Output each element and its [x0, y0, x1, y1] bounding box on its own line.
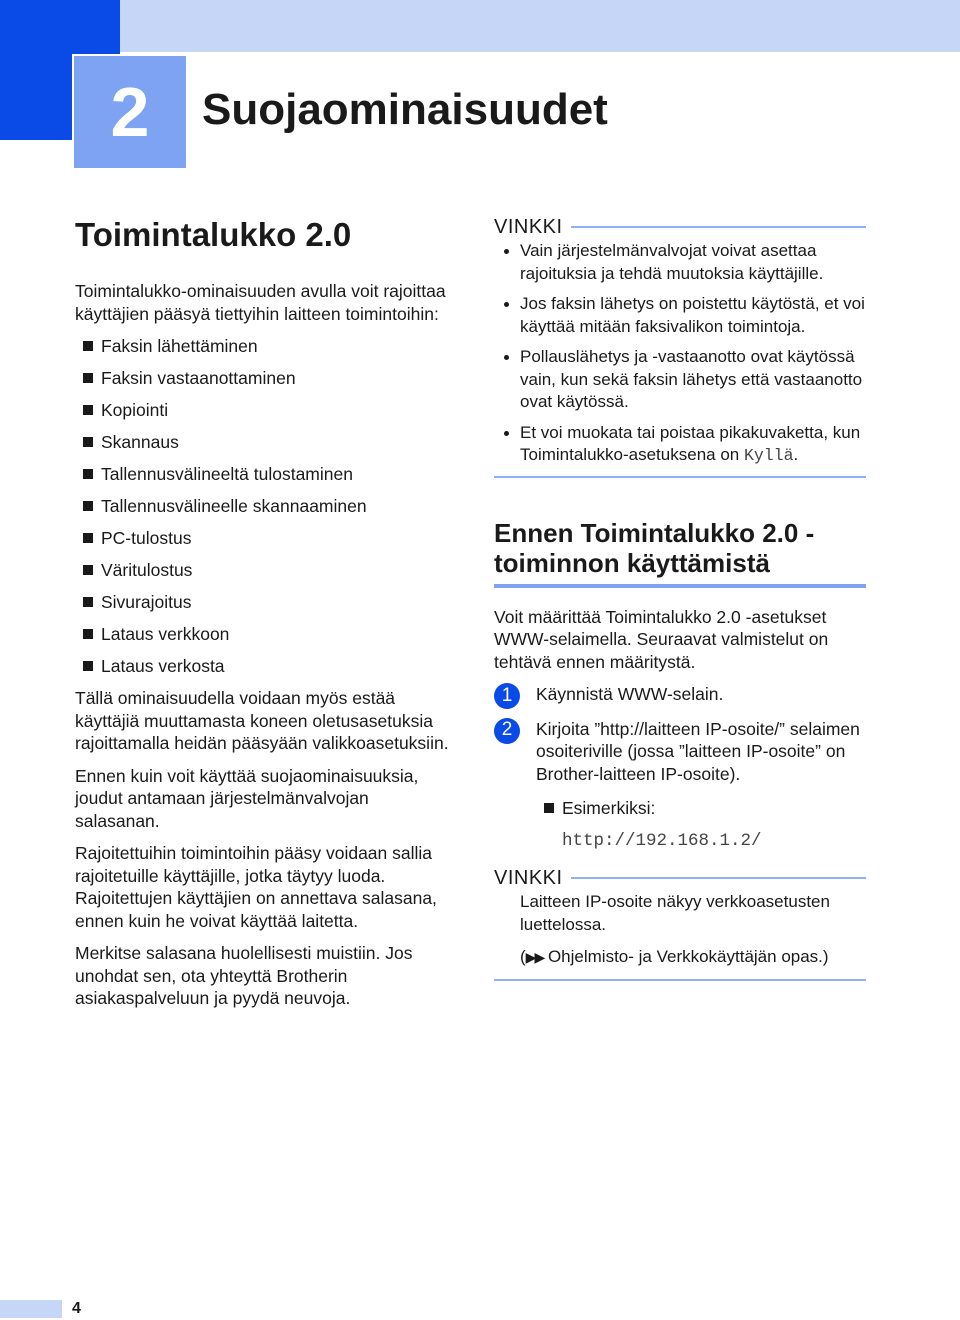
paragraph: Tällä ominaisuudella voidaan myös estää käyttäjiä muuttamasta koneen oletusasetuksia rajoittamalla heidän pääsyään valikkoasetuksiin. — [75, 688, 449, 753]
list-item: Et voi muokata tai poistaa pikakuvaketta, kun Toimintalukko-asetuksena on Kyllä. — [494, 422, 866, 468]
paragraph: Ennen kuin voit käyttää suojaominaisuuksia, joudut antamaan järjestelmänvalvojan salasanan. — [75, 765, 419, 831]
list-item: Lataus verkosta — [75, 655, 455, 677]
left-column — [75, 214, 455, 1020]
paragraph: Laitteen IP-osoite näkyy verkkoasetusten luettelossa. — [520, 892, 830, 934]
list-item: Jos faksin lähetys on poistettu käytöstä, et voi käyttää mitään faksivalikon toimintoja. — [494, 293, 866, 338]
header-light-band — [120, 0, 960, 52]
section-title-toimintalukko: Toimintalukko 2.0 — [75, 216, 352, 253]
list-item: Pollauslähetys ja -vastaanotto ovat käytössä vain, kun sekä faksin lähetys että vastaanotto ovat käytössä. — [494, 346, 866, 414]
list-item: Tallennusvälineeltä tulostaminen — [75, 463, 455, 485]
note-rule — [571, 877, 866, 879]
feature-list — [75, 335, 455, 677]
reference-text: (▶▶ Ohjelmisto- ja Verkkokäyttäjän opas.) — [520, 947, 829, 966]
note-bullets — [494, 240, 866, 468]
example-url: http://192.168.1.2/ — [562, 831, 762, 851]
list-item: Faksin vastaanottaminen — [75, 367, 455, 389]
list-item: PC-tulostus — [75, 527, 455, 549]
paragraph: Rajoitettuihin toimintoihin pääsy voidaan sallia rajoitetuille käyttäjille, jotka täytyy luoda. Rajoitettujen käyttäjien on annettava salasana, ennen kuin he voivat käyttää laitetta. — [75, 843, 437, 931]
footer-bar — [0, 1300, 62, 1318]
step-number-icon: 1 — [494, 683, 520, 709]
section-title-ennen: Ennen Toimintalukko 2.0 - toiminnon käyttämistä — [494, 517, 815, 578]
intro-paragraph: Toimintalukko-ominaisuuden avulla voit rajoittaa käyttäjien pääsyä tiettyihin laitteen toimintoihin: — [75, 281, 446, 324]
example-label: Esimerkiksi: — [494, 797, 866, 819]
list-item: Sivurajoitus — [75, 591, 455, 613]
note-bottom-rule — [494, 979, 866, 981]
list-item: Kopiointi — [75, 399, 455, 421]
right-column — [494, 214, 866, 999]
list-item: Skannaus — [75, 431, 455, 453]
note-box — [494, 214, 866, 478]
list-item: Väritulostus — [75, 559, 455, 581]
note-rule — [571, 226, 866, 228]
paragraph: Merkitse salasana huolellisesti muistiin. Jos unohdat sen, ota yhteyttä Brotherin asiakaspalveluun ja pyydä neuvoja. — [75, 943, 413, 1008]
list-item: Vain järjestelmänvalvojat voivat asettaa rajoituksia ja tehdä muutoksia käyttäjille. — [494, 240, 866, 285]
note-title: VINKKI — [494, 215, 563, 238]
list-item: Faksin lähettäminen — [75, 335, 455, 357]
note-title: VINKKI — [494, 866, 563, 889]
double-arrow-icon: ▶▶ — [525, 949, 544, 965]
step-2: 2 Kirjoita ”http://laitteen IP-osoite/” selaimen osoiteriville (jossa ”laitteen IP-osoite” on Brother-laitteen IP-osoite). — [494, 718, 866, 786]
paragraph: Voit määrittää Toimintalukko 2.0 -asetukset WWW-selaimella. Seuraavat valmistelut on tehtävä ennen määritystä. — [494, 606, 829, 672]
note-bottom-rule — [494, 476, 866, 478]
note-box-2 — [494, 865, 866, 981]
code-value: Kyllä — [743, 446, 794, 465]
page-number: 4 — [72, 1300, 81, 1317]
list-item: Lataus verkkoon — [75, 623, 455, 645]
chapter-number-box: 2 — [72, 54, 188, 170]
title-underline — [494, 584, 866, 588]
step-1: 1 Käynnistä WWW-selain. — [494, 683, 866, 706]
chapter-title: Suojaominaisuudet — [202, 85, 608, 134]
step-number-icon: 2 — [494, 718, 520, 744]
list-item: Tallennusvälineelle skannaaminen — [75, 495, 455, 517]
